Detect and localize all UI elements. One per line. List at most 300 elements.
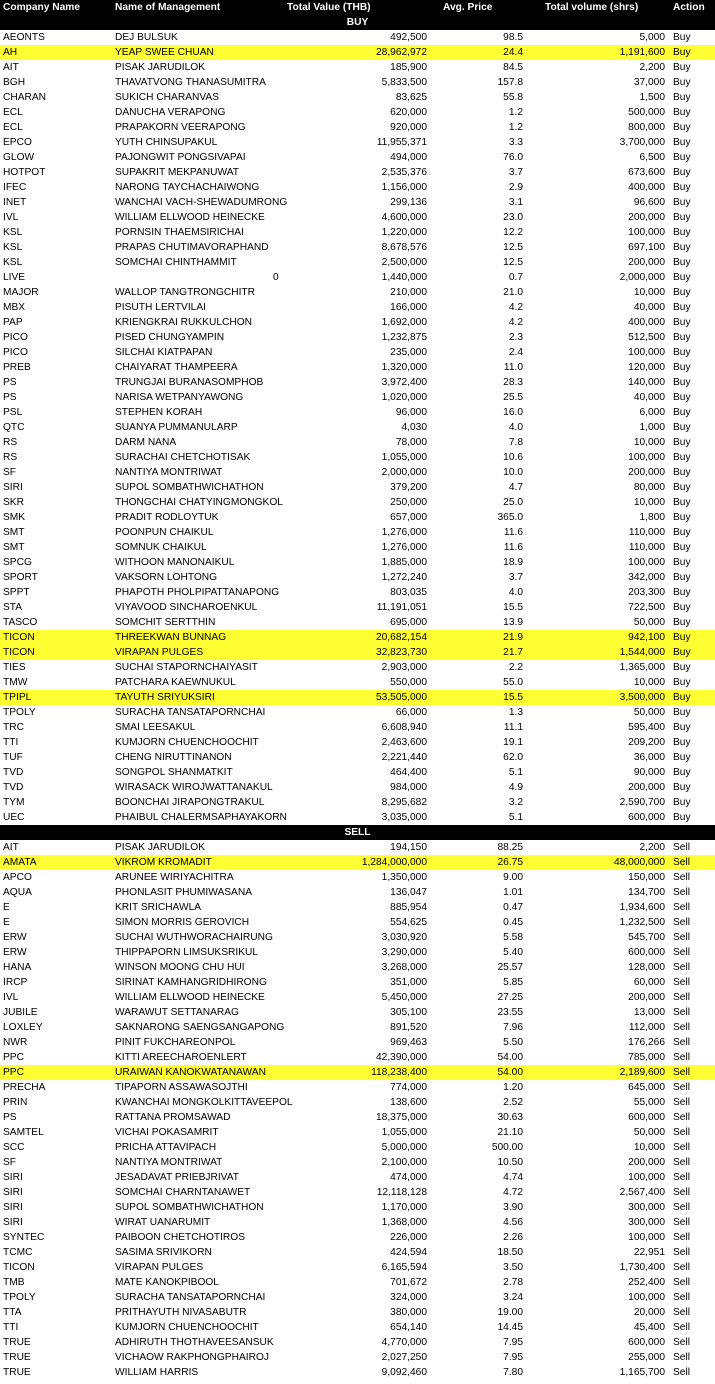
total-volume-cell: 2,189,600 [525,1065,669,1080]
avg-price-cell: 14.45 [497,1322,523,1333]
table-row [0,780,715,795]
action-cell: Buy [673,482,691,493]
company-cell: IFEC [3,182,27,193]
management-cell: KITTI AREECHAROENLERT [115,1052,247,1063]
total-value-cell: 96,000 [395,407,427,418]
management-cell: VIRAPAN PULGES [115,1262,204,1273]
management-cell: VAKSORN LOHTONG [115,572,218,583]
avg-price-cell: 7.96 [503,1022,523,1033]
action-cell: Sell [673,1037,690,1048]
management-cell: SAKNARONG SAENGSANGAPONG [115,1022,285,1033]
table-row [0,510,715,525]
total-value-cell: 1,055,000 [381,1127,427,1138]
company-cell: TPOLY [3,1292,36,1303]
total-volume-cell: 200,000 [628,992,665,1003]
action-cell: Buy [673,347,691,358]
action-cell: Buy [669,645,715,660]
total-value-cell: 20,682,154 [267,630,429,645]
total-volume-cell: 942,100 [525,630,669,645]
total-volume-cell: 80,000 [633,482,665,493]
management-cell: POONPUN CHAIKUL [115,527,214,538]
total-value-cell: 380,000 [390,1307,427,1318]
total-value-cell: 1,284,000,000 [267,855,429,870]
total-volume-cell: 2,200 [639,62,665,73]
total-volume-cell: 110,000 [628,527,665,538]
total-volume-cell: 1,365,000 [619,662,665,673]
avg-price-cell: 3.3 [508,137,523,148]
action-cell: Buy [673,107,691,118]
action-cell: Sell [673,1142,690,1153]
company-cell: SIRI [3,482,23,493]
table-row [0,840,715,855]
table-row [0,270,715,285]
total-volume-cell: 300,000 [628,1217,665,1228]
company-cell: ECL [3,107,23,118]
company-cell: ERW [3,932,27,943]
action-cell: Buy [673,302,691,313]
management-cell: SONGPOL SHANMATKIT [115,767,233,778]
total-value-cell: 78,000 [395,437,427,448]
avg-price-cell: 30.63 [497,1112,523,1123]
company-cell: TICON [3,1262,35,1273]
action-cell: Sell [673,1112,690,1123]
table-row [0,585,715,600]
total-volume-cell: 1,544,000 [525,645,669,660]
total-volume-cell: 200,000 [628,257,665,268]
total-volume-cell: 6,000 [639,407,665,418]
management-cell: WIRASACK WIROJWATTANAKUL [115,782,273,793]
action-cell: Buy [673,797,691,808]
total-value-cell: 1,276,000 [381,542,427,553]
company-cell: PPC [0,1065,109,1080]
avg-price-cell: 365.0 [497,512,523,523]
management-cell: RATTANA PROMSAWAD [115,1112,231,1123]
action-cell: Sell [673,1127,690,1138]
action-cell: Buy [673,377,691,388]
avg-price-cell: 10.6 [503,452,523,463]
total-volume-cell: 60,000 [633,977,665,988]
company-cell: SF [3,1157,17,1168]
avg-price-cell: 3.7 [508,167,523,178]
table-row [0,1110,715,1125]
avg-price-cell: 4.2 [508,302,523,313]
table-row [0,960,715,975]
total-value-cell: 66,000 [395,707,427,718]
action-cell: Sell [673,842,690,853]
table-row [0,75,715,90]
avg-price-cell: 21.0 [503,287,523,298]
management-cell: PRAPAS CHUTIMAVORAPHAND [115,242,269,253]
total-value-cell: 464,400 [390,767,427,778]
avg-price-cell: 55.0 [503,677,523,688]
action-cell: Sell [673,902,690,913]
avg-price-cell: 23.55 [497,1007,523,1018]
total-volume-cell: 545,700 [628,932,665,943]
total-volume-cell: 10,000 [633,497,665,508]
total-volume-cell: 13,000 [633,1007,665,1018]
table-row [0,630,715,645]
total-value-cell: 1,220,000 [381,227,427,238]
total-value-cell: 6,165,594 [381,1262,427,1273]
management-cell: PHAPOTH PHOLPIPATTANAPONG [115,587,280,598]
total-volume-cell: 10,000 [633,437,665,448]
total-volume-cell: 134,700 [628,887,665,898]
total-value-cell: 1,276,000 [381,527,427,538]
table-row [0,285,715,300]
header-total-volume: Total volume (shrs) [525,0,669,15]
total-volume-cell: 203,300 [628,587,665,598]
management-cell: SASIMA SRIVIKORN [115,1247,212,1258]
action-cell: Buy [673,317,691,328]
table-row [0,135,715,150]
table-row [0,1320,715,1335]
management-cell: SUPAKRIT MEKPANUWAT [115,167,239,178]
table-row [0,1350,715,1365]
company-cell: SMK [3,512,26,523]
total-volume-cell: 600,000 [628,812,665,823]
company-cell: PS [3,1112,17,1123]
total-value-cell: 1,272,240 [381,572,427,583]
management-cell: SUPOL SOMBATHWICHATHON [115,482,264,493]
management-cell: SUANYA PUMMANULARP [115,422,238,433]
management-cell: SURACHAI CHETCHOTISAK [115,452,251,463]
table-row [0,1215,715,1230]
total-value-cell: 474,000 [390,1172,427,1183]
total-volume-cell: 252,400 [628,1277,665,1288]
table-row [0,540,715,555]
total-value-cell: 28,962,972 [267,45,429,60]
avg-price-cell: 4.7 [508,482,523,493]
total-value-cell: 3,268,000 [381,962,427,973]
total-volume-cell: 100,000 [628,1172,665,1183]
table-row [0,570,715,585]
action-cell: Buy [673,332,691,343]
total-volume-cell: 800,000 [628,122,665,133]
avg-price-cell: 9.00 [503,872,523,883]
company-cell: GLOW [3,152,35,163]
avg-price-cell: 10.0 [503,467,523,478]
table-row [0,1365,715,1380]
table-row [0,480,715,495]
company-cell: SPCG [3,557,32,568]
action-cell: Sell [673,1187,690,1198]
table-row [0,750,715,765]
total-volume-cell: 1,165,700 [619,1367,665,1378]
management-cell: VIRAPAN PULGES [109,645,267,660]
action-cell: Buy [673,272,691,283]
action-cell: Buy [673,167,691,178]
company-cell: TYM [3,797,25,808]
action-cell: Buy [669,690,715,705]
table-row [0,855,715,870]
total-value-cell: 53,505,000 [267,690,429,705]
total-volume-cell: 22,951 [633,1247,665,1258]
action-cell: Buy [673,782,691,793]
action-cell: Buy [673,662,691,673]
management-cell: PRADIT RODLOYTUK [115,512,219,523]
action-cell: Buy [673,572,691,583]
total-value-cell: 8,678,576 [381,242,427,253]
avg-price-cell: 15.5 [429,690,525,705]
total-volume-cell: 6,500 [639,152,665,163]
company-cell: KSL [3,242,23,253]
action-cell: Sell [673,917,690,928]
company-cell: AQUA [3,887,32,898]
management-cell: WANCHAI VACH-SHEWADUMRONG [115,197,288,208]
action-cell: Buy [673,527,691,538]
company-cell: TRUE [3,1337,31,1348]
company-cell: SKR [3,497,24,508]
management-cell: TRUNGJAI BURANASOMPHOB [115,377,264,388]
header-row [0,0,715,15]
table-row [0,990,715,1005]
total-volume-cell: 37,000 [633,77,665,88]
company-cell: INET [3,197,27,208]
management-cell: PISUTH LERTVILAI [115,302,206,313]
total-value-cell: 3,035,000 [381,812,427,823]
action-cell: Sell [673,947,690,958]
management-cell: VICHAOW RAKPHONGPHAIROJ [115,1352,269,1363]
total-volume-cell: 600,000 [628,1112,665,1123]
company-cell: E [3,917,10,928]
total-value-cell: 235,000 [390,347,427,358]
total-value-cell: 3,972,400 [381,377,427,388]
total-volume-cell: 176,266 [628,1037,665,1048]
table-row [0,1065,715,1080]
company-cell: E [3,902,10,913]
table-row [0,210,715,225]
total-value-cell: 226,000 [390,1232,427,1243]
avg-price-cell: 7.80 [503,1367,523,1378]
table-row [0,915,715,930]
action-cell: Buy [673,812,691,823]
company-cell: SCC [3,1142,25,1153]
company-cell: SF [3,467,17,478]
action-cell: Sell [673,1172,690,1183]
table-row [0,525,715,540]
action-cell: Buy [673,407,691,418]
table-row [0,870,715,885]
company-cell: LIVE [3,272,26,283]
action-cell: Sell [673,1277,690,1288]
total-value-cell: 654,140 [390,1322,427,1333]
avg-price-cell: 55.8 [503,92,523,103]
company-cell: HOTPOT [3,167,46,178]
avg-price-cell: 7.95 [503,1337,523,1348]
total-volume-cell: 48,000,000 [525,855,669,870]
table-row [0,375,715,390]
company-cell: SYNTEC [3,1232,45,1243]
action-cell: Sell [673,1097,690,1108]
company-cell: TPIPL [0,690,109,705]
management-cell: WARAWUT SETTANARAG [115,1007,239,1018]
action-cell: Sell [673,1232,690,1243]
management-cell: MATE KANOKPIBOOL [115,1277,219,1288]
avg-price-cell: 15.5 [503,602,523,613]
management-cell: WITHOON MANONAIKUL [115,557,235,568]
total-volume-cell: 140,000 [628,377,665,388]
action-cell: Buy [673,722,691,733]
company-cell: TUF [3,752,23,763]
action-cell: Sell [673,1022,690,1033]
action-cell: Buy [673,677,691,688]
table-row [0,255,715,270]
header-total-value: Total Value (THB) [267,0,429,15]
total-volume-cell: 3,500,000 [525,690,669,705]
company-cell: NWR [3,1037,28,1048]
action-cell: Buy [673,137,691,148]
avg-price-cell: 5.1 [508,767,523,778]
table-row [0,30,715,45]
total-volume-cell: 110,000 [628,542,665,553]
total-value-cell: 2,903,000 [381,662,427,673]
company-cell: TRC [3,722,24,733]
company-cell: TPOLY [3,707,36,718]
management-cell: PHONLASIT PHUMIWASANA [115,887,252,898]
company-cell: TTI [3,737,19,748]
company-cell: KSL [3,257,23,268]
avg-price-cell: 3.1 [508,197,523,208]
total-value-cell: 1,320,000 [381,362,427,373]
company-cell: SAMTEL [3,1127,44,1138]
action-cell: Buy [673,122,691,133]
table-row [0,1125,715,1140]
avg-price-cell: 1.20 [503,1082,523,1093]
total-value-cell: 2,221,440 [381,752,427,763]
company-cell: BGH [3,77,26,88]
table-row [0,675,715,690]
company-cell: TICON [0,630,109,645]
avg-price-cell: 21.7 [429,645,525,660]
total-value-cell: 2,027,250 [381,1352,427,1363]
total-volume-cell: 50,000 [633,617,665,628]
management-cell: KWANCHAI MONGKOLKITTAVEEPOL [115,1097,293,1108]
management-cell: NANTIYA MONTRIWAT [115,1157,223,1168]
avg-price-cell: 5.1 [508,812,523,823]
total-volume-cell: 50,000 [633,707,665,718]
table-row [0,150,715,165]
total-value-cell: 1,350,000 [381,872,427,883]
total-value-cell: 32,823,730 [267,645,429,660]
management-cell: PRITHAYUTH NIVASABUTR [115,1307,247,1318]
table-row [0,435,715,450]
table-row [0,1290,715,1305]
company-cell: MBX [3,302,26,313]
total-volume-cell: 209,200 [628,737,665,748]
action-cell: Sell [673,1337,690,1348]
total-volume-cell: 3,700,000 [619,137,665,148]
avg-price-cell: 4.2 [508,317,523,328]
total-volume-cell: 96,600 [633,197,665,208]
table-row [0,720,715,735]
management-cell: DARM NANA [115,437,177,448]
total-value-cell: 1,885,000 [381,557,427,568]
avg-price-cell: 98.5 [503,32,523,43]
action-cell: Sell [673,1217,690,1228]
management-cell: JESADAVAT PRIEBJRIVAT [115,1172,239,1183]
management-cell: SOMCHIT SERTTHIN [115,617,216,628]
action-cell: Buy [673,617,691,628]
management-cell: TAYUTH SRIYUKSIRI [109,690,267,705]
management-cell: THREEKWAN BUNNAG [109,630,267,645]
total-value-cell: 42,390,000 [376,1052,427,1063]
table-row [0,165,715,180]
header-management: Name of Management [109,0,267,15]
total-volume-cell: 100,000 [628,1292,665,1303]
management-cell: PISAK JARUDILOK [115,62,206,73]
total-volume-cell: 90,000 [633,767,665,778]
table-header [0,0,715,15]
table-row [0,1305,715,1320]
company-cell: RS [3,452,18,463]
avg-price-cell: 84.5 [503,62,523,73]
total-value-cell: 494,000 [390,152,427,163]
total-value-cell: 920,000 [390,122,427,133]
management-cell: DEJ BULSUK [115,32,178,43]
total-volume-cell: 697,100 [628,242,665,253]
management-cell: SUCHAI STAPORNCHAIYASIT [115,662,258,673]
avg-price-cell: 3.90 [503,1202,523,1213]
table-row [0,1230,715,1245]
table-row [0,810,715,825]
avg-price-cell: 62.0 [503,752,523,763]
action-cell: Buy [673,512,691,523]
company-cell: JUBILE [3,1007,38,1018]
table-row [0,945,715,960]
avg-price-cell: 4.56 [503,1217,523,1228]
avg-price-cell: 11.6 [503,542,523,553]
avg-price-cell: 0.7 [508,272,523,283]
avg-price-cell: 1.2 [508,122,523,133]
avg-price-cell: 2.26 [503,1232,523,1243]
company-cell: KSL [3,227,23,238]
table-row [0,315,715,330]
avg-price-cell: 21.9 [429,630,525,645]
total-value-cell: 299,136 [390,197,427,208]
avg-price-cell: 1.2 [508,107,523,118]
company-cell: STA [3,602,23,613]
management-cell: NARONG TAYCHACHAIWONG [115,182,260,193]
total-volume-cell: 2,000,000 [619,272,665,283]
company-cell: TMB [3,1277,25,1288]
avg-price-cell: 5.58 [503,932,523,943]
table-row [0,1260,715,1275]
action-cell: Buy [673,752,691,763]
table-row [0,180,715,195]
management-cell: NANTIYA MONTRIWAT [115,467,223,478]
total-volume-cell: 595,400 [628,722,665,733]
total-volume-cell: 120,000 [628,362,665,373]
total-value-cell: 2,100,000 [381,1157,427,1168]
management-cell: SOMCHAI CHARNTANAWET [115,1187,251,1198]
total-volume-cell: 50,000 [633,1127,665,1138]
company-cell: TVD [3,767,24,778]
company-cell: TICON [0,645,109,660]
management-cell: VIYAVOOD SINCHAROENKUL [115,602,258,613]
total-value-cell: 118,238,400 [267,1065,429,1080]
management-cell: KRIT SRICHAWLA [115,902,202,913]
action-cell: Sell [673,1262,690,1273]
company-cell: IVL [3,212,19,223]
total-volume-cell: 36,000 [633,752,665,763]
avg-price-cell: 2.2 [508,662,523,673]
avg-price-cell: 12.5 [503,257,523,268]
total-value-cell: 305,100 [390,1007,427,1018]
management-cell: SIMON MORRIS GEROVICH [115,917,250,928]
action-cell: Sell [673,1307,690,1318]
action-cell: Buy [673,557,691,568]
avg-price-cell: 25.57 [497,962,523,973]
